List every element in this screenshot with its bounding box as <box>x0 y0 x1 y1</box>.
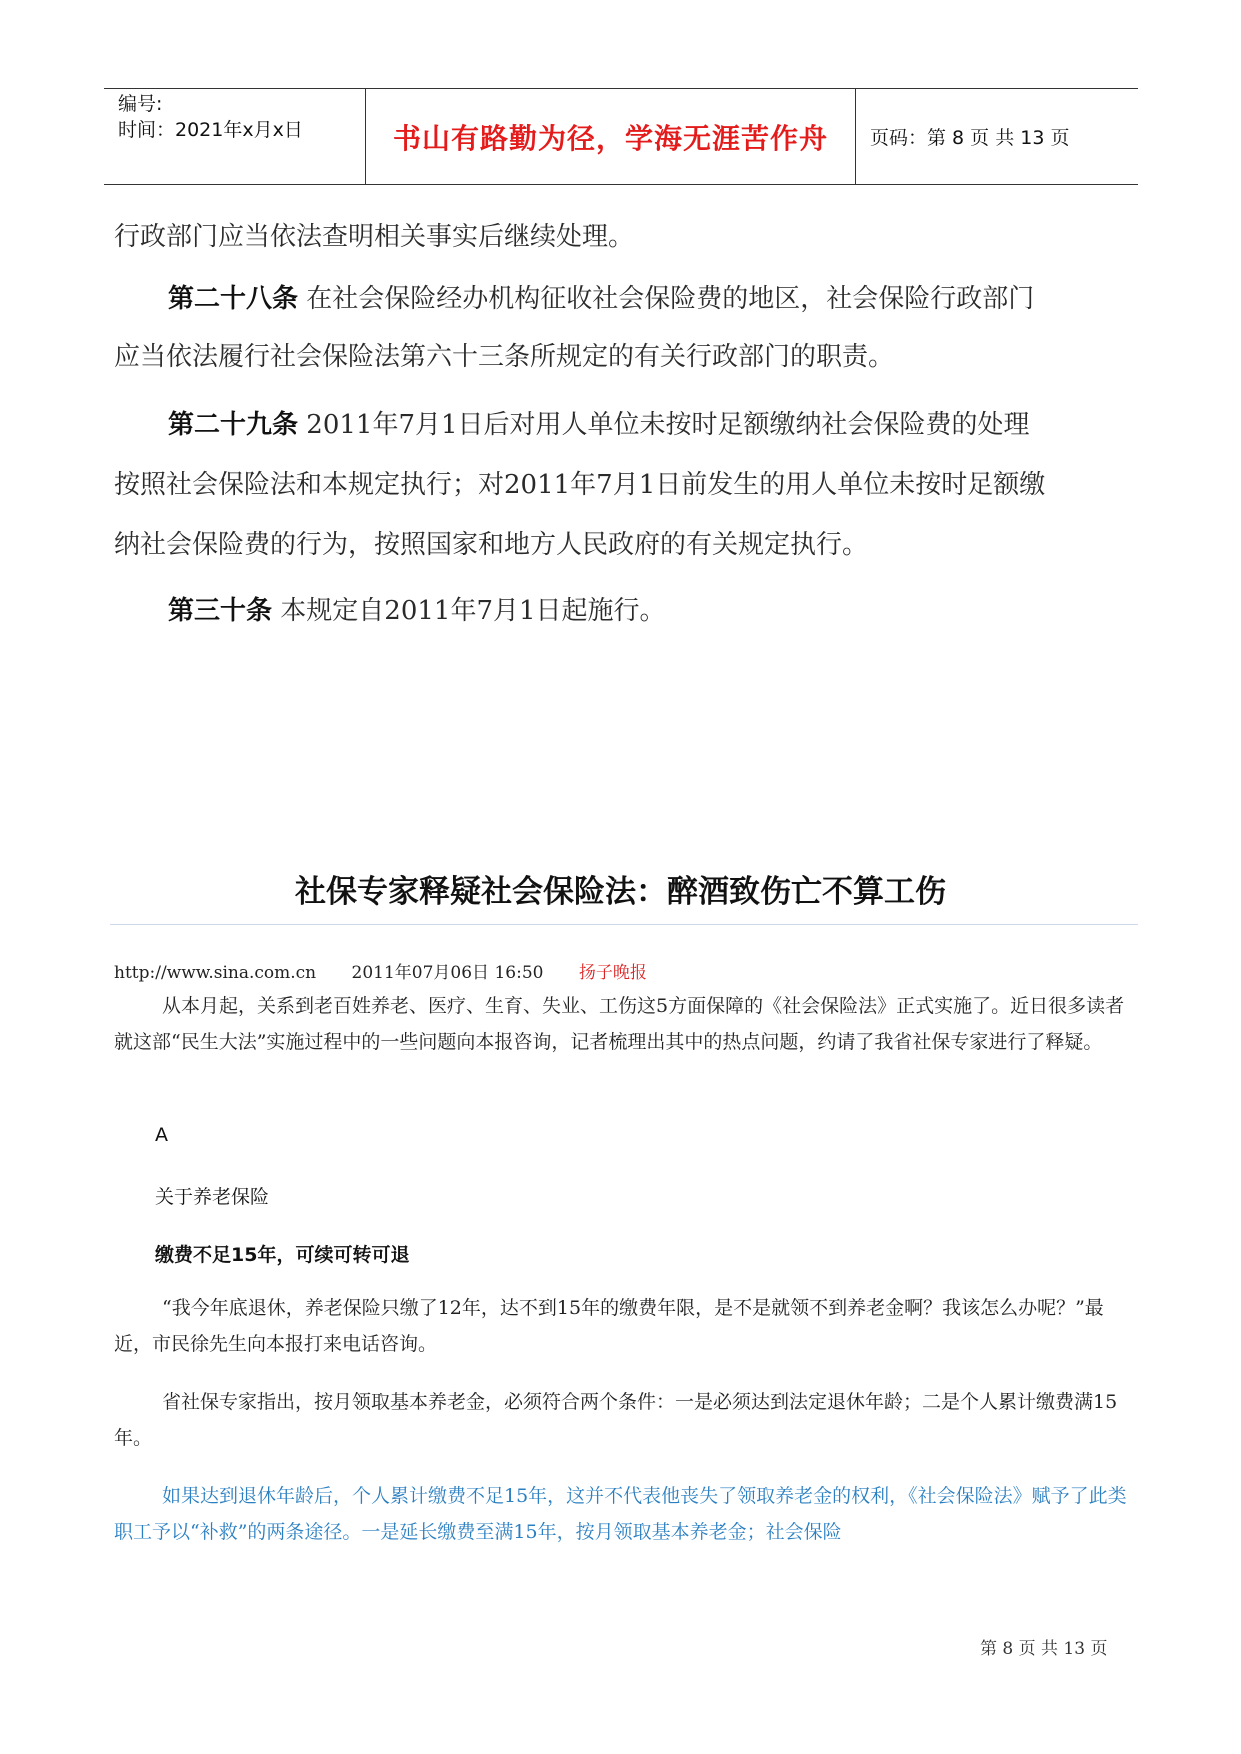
document-header <box>104 88 1138 185</box>
article-paragraph-2: “我今年底退休，养老保险只缴了12年，达不到15年的缴费年限，是不是就领不到养老金啊？我该怎么办呢？”最近，市民徐先生向本报打来电话咨询。 <box>114 1297 1104 1355</box>
section-letter: A <box>155 1124 168 1146</box>
article-meta <box>114 958 677 983</box>
article-28-text-a: 在社会保险经办机构征收社会保险费的地区，社会保险行政部门 <box>298 284 1035 314</box>
article-paragraph-3: 省社保专家指出，按月领取基本养老金，必须符合两个条件：一是必须达到法定退休年龄；二是个人累计缴费满15年。 <box>114 1391 1118 1449</box>
article-30-text: 本规定自2011年7月1日起施行。 <box>272 596 666 626</box>
page-footer: 第 8 页 共 13 页 <box>980 1639 1108 1659</box>
article-28-heading: 第二十八条 <box>168 284 299 314</box>
article-29-heading: 第二十九条 <box>168 410 299 440</box>
section-subtitle: 缴费不足15年，可续可转可退 <box>155 1244 410 1266</box>
section-title: 关于养老保险 <box>155 1186 270 1208</box>
motto: 书山有路勤为径，学海无涯苦作舟 <box>366 89 856 184</box>
article-29-text-a: 2011年7月1日后对用人单位未按时足额缴纳社会保险费的处理 <box>298 410 1030 440</box>
article-28-text-b: 应当依法履行社会保险法第六十三条所规定的有关行政部门的职责。 <box>114 342 895 372</box>
article-28-line-a <box>114 266 1198 332</box>
article-datetime: 2011年07月06日 16:50 <box>351 963 544 983</box>
time-label: 时间：2021年x月x日 <box>118 119 303 141</box>
article-source[interactable]: 扬子晚报 <box>578 963 647 983</box>
article-29-text-c: 纳社会保险费的行为，按照国家和地方人民政府的有关规定执行。 <box>114 530 869 560</box>
header-left-cell <box>104 89 366 184</box>
title-divider <box>110 924 1138 925</box>
article-paragraph-4: 如果达到退休年龄后，个人累计缴费不足15年，这并不代表他丧失了领取养老金的权利，《社会保险法》赋予了此类职工予以“补救”的两条途径。一是延长缴费至满15年，按月领取基本养老金；社会保险 <box>114 1485 1127 1543</box>
law-line-0: 行政部门应当依法查明相关事实后继续处理。 <box>114 222 635 252</box>
article-30-line <box>114 578 1198 644</box>
article-29-text-b: 按照社会保险法和本规定执行；对2011年7月1日前发生的用人单位未按时足额缴 <box>114 470 1046 500</box>
number-label: 编号: <box>118 93 163 115</box>
article-29-line-a <box>114 392 1198 458</box>
article-paragraph-1: 从本月起，关系到老百姓养老、医疗、生育、失业、工伤这5方面保障的《社会保险法》正式实施了。近日很多读者就这部“民生大法”实施过程中的一些问题向本报咨询，记者梳理出其中的热点问题，约请了我省社保专家进行了释疑。 <box>114 995 1125 1053</box>
article-url[interactable]: http://www.sina.com.cn <box>114 963 317 983</box>
article-30-heading: 第三十条 <box>168 596 273 626</box>
article-title: 社保专家释疑社会保险法：醉酒致伤亡不算工伤 <box>295 874 946 910</box>
page-label: 页码：第 8 页 共 13 页 <box>870 127 1070 149</box>
